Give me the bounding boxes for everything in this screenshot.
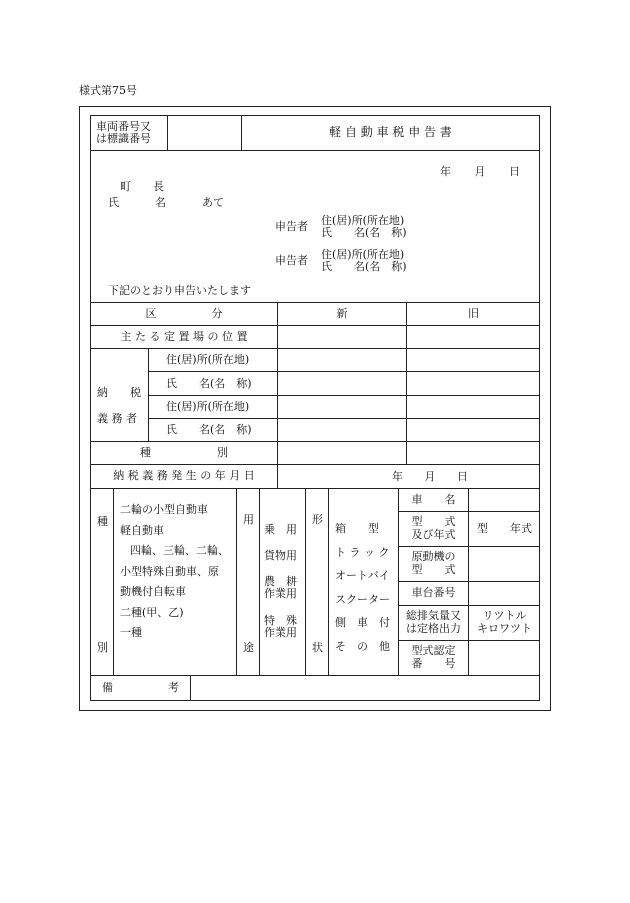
displacement-label: 総排気量又 は定格出力: [406, 609, 461, 635]
taxpayer-name-2-label: 氏 名(名 称): [166, 423, 252, 436]
model-label: 型 式 及び年式: [411, 515, 456, 541]
remarks-field[interactable]: [191, 676, 540, 701]
location-old-field[interactable]: [407, 326, 540, 348]
col-new-header: 新: [336, 306, 348, 320]
col-category-header: 区 分: [145, 306, 223, 320]
car-name-label: 車 名: [411, 492, 456, 506]
vehicle-number-field[interactable]: [168, 116, 240, 149]
approval-field[interactable]: [469, 641, 540, 675]
displacement-field[interactable]: リツトル キロワツト: [477, 609, 532, 635]
engine-label: 原動機の 型 式: [411, 550, 456, 576]
form-title: 軽 自 動 車 税 申 告 書: [329, 124, 452, 139]
location-new-field[interactable]: [278, 326, 406, 348]
chassis-label: 車台番号: [411, 586, 456, 600]
mayor-line: 町 長: [120, 180, 164, 193]
row-location-label: 主 た る 定 置 場 の 位 置: [120, 329, 248, 343]
form-number: 様式第75号: [79, 84, 137, 97]
taxpayer-addr-2-label: 住(居)所(所在地): [166, 400, 250, 413]
chassis-field[interactable]: [469, 582, 540, 605]
col-old-header: 旧: [468, 306, 479, 320]
taxpayer-addr-1-label: 住(居)所(所在地): [166, 353, 250, 366]
tax-date-label: 納 税 義 務 発 生 の 年 月 日: [113, 469, 255, 483]
model-year-field[interactable]: 型 年式: [477, 521, 532, 535]
date-line: 年 月 日: [440, 165, 520, 178]
taxpayer-name-1-label: 氏 名(名 称): [166, 377, 252, 390]
type-label: 種 別: [140, 445, 228, 459]
shape-list: 箱 型 ト ラ ッ ク オートバイ スクーター 側 車 付 そ の 他: [335, 522, 390, 653]
engine-field[interactable]: [469, 547, 540, 581]
approval-label: 型式認定 番 号: [411, 644, 456, 670]
remarks-label: 備 考: [102, 681, 179, 695]
closing-text: 下記のとおり申告いたします: [108, 284, 251, 297]
kind-list: 二輪の小型自動車 軽自動車 四輪、三輪、二輪、 小型特殊自動車、原 動機付自転車 二種(甲、乙) 一種: [120, 503, 229, 639]
vehicle-number-label: 車両番号又 は標識番号: [96, 120, 151, 145]
car-name-field[interactable]: [469, 489, 540, 511]
taxpayer-label: 納 税 義 務 者: [97, 386, 141, 425]
addressee-line: 氏 名 あて: [108, 196, 224, 209]
tax-date-value: 年 月 日: [392, 470, 468, 483]
